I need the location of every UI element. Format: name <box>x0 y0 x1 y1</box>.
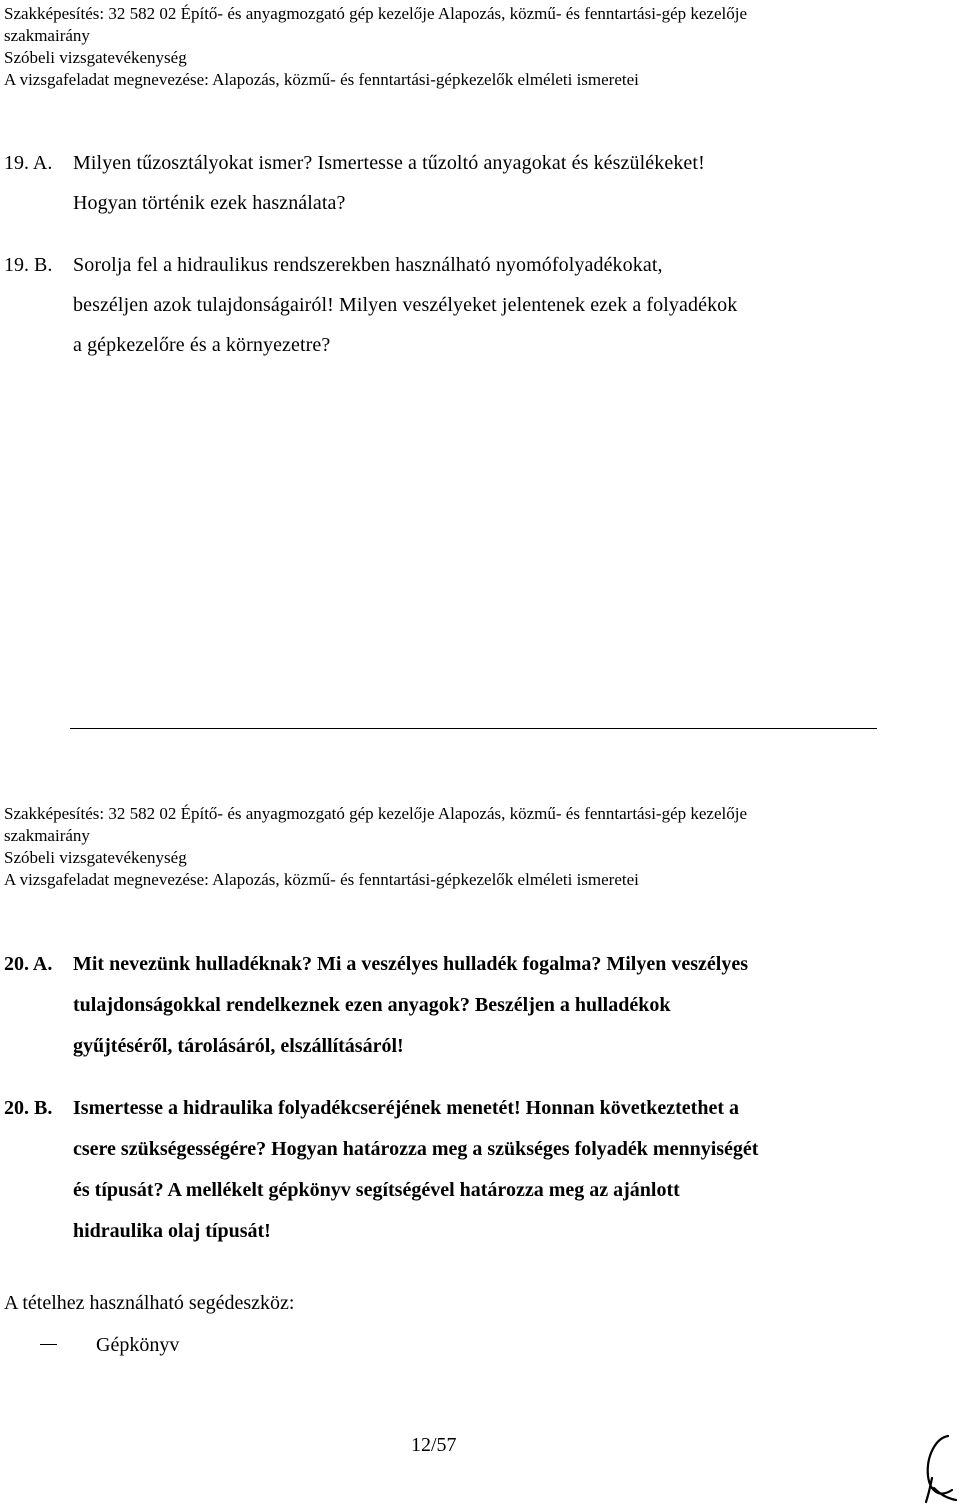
question-line: Milyen tűzosztályokat ismer? Ismertesse a tűzoltó anyagokat és készülékeket! <box>73 152 705 174</box>
header-specialization: szakmairány <box>4 26 90 45</box>
question-line: és típusát? A mellékelt gépkönyv segítségével határozza meg az ajánlott <box>73 1179 680 1201</box>
question-number: 19. B. <box>4 254 53 276</box>
question-line: gyűjtéséről, tárolásáról, elszállításáról! <box>73 1035 404 1057</box>
question-line: Hogyan történik ezek használata? <box>73 192 346 214</box>
header-qualification: Szakképesítés: 32 582 02 Építő- és anyagmozgató gép kezelője Alapozás, közmű- és fenntartási-gép kezelője <box>4 4 748 23</box>
question-line: Mit nevezünk hulladéknak? Mi a veszélyes hulladék fogalma? Milyen veszélyes <box>73 953 748 975</box>
dash-bullet-icon <box>40 1344 57 1345</box>
header-qualification: Szakképesítés: 32 582 02 Építő- és anyagmozgató gép kezelője Alapozás, közmű- és fenntartási-gép kezelője <box>4 804 748 823</box>
question-line: csere szükségességére? Hogyan határozza meg a szükséges folyadék mennyiségét <box>73 1138 759 1160</box>
question-line: tulajdonságokkal rendelkeznek ezen anyagok? Beszéljen a hulladékok <box>73 994 671 1016</box>
question-20a <box>4 944 884 1067</box>
page-number: 12/57 <box>411 1434 457 1456</box>
question-line: Sorolja fel a hidraulikus rendszerekben használható nyomófolyadékokat, <box>73 254 663 276</box>
question-number: 20. A. <box>4 953 53 975</box>
question-20b <box>4 1088 884 1252</box>
header-task-name: A vizsgafeladat megnevezése: Alapozás, közmű- és fenntartási-gépkezelők elméleti ismeretei <box>4 870 639 889</box>
question-line: beszéljen azok tulajdonságairól! Milyen veszélyeket jelentenek ezek a folyadékok <box>73 294 738 316</box>
question-19b <box>4 245 884 365</box>
tools-heading: A tételhez használható segédeszköz: <box>4 1292 295 1314</box>
tools-item-label: Gépkönyv <box>96 1334 180 1356</box>
header-exam-activity: Szóbeli vizsgatevékenység <box>4 48 187 67</box>
question-number: 20. B. <box>4 1097 53 1119</box>
question-line: Ismertesse a hidraulika folyadékcseréjének menetét! Honnan következtethet a <box>73 1097 740 1119</box>
header-task-name: A vizsgafeladat megnevezése: Alapozás, közmű- és fenntartási-gépkezelők elméleti ismeretei <box>4 70 639 89</box>
handwritten-signature-icon <box>918 1428 960 1506</box>
question-line: hidraulika olaj típusát! <box>73 1220 271 1242</box>
header-exam-activity: Szóbeli vizsgatevékenység <box>4 848 187 867</box>
page-header-bottom <box>4 803 934 891</box>
tools-list-item <box>40 1331 179 1359</box>
page-header-top <box>4 3 934 91</box>
header-specialization: szakmairány <box>4 826 90 845</box>
question-number: 19. A. <box>4 152 53 174</box>
page-divider <box>70 728 877 729</box>
question-line: a gépkezelőre és a környezetre? <box>73 334 331 356</box>
question-19a <box>4 143 884 223</box>
